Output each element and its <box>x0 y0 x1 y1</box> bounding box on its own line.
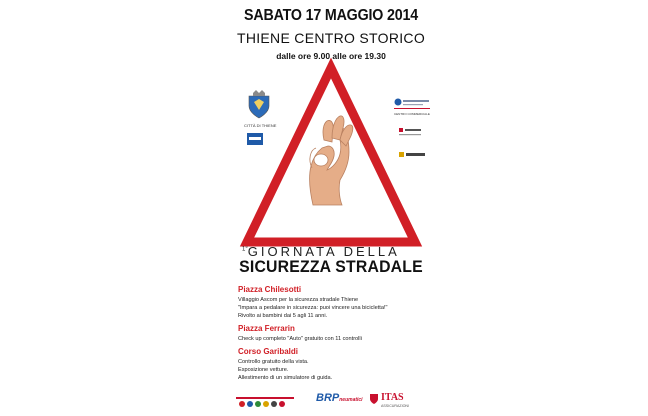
event-title-line2: SICUREZZA STRADALE <box>239 257 423 276</box>
section-line: Villaggio Ascom per la sicurezza stradale Thiene <box>238 297 359 303</box>
section-line: "Impara a pedalare in sicurezza: puoi vincere una bicicletta!" <box>238 305 388 311</box>
section-line: Allestimento di un simulatore di guida. <box>238 375 333 381</box>
itas-subtext: ASSICURAZIONI <box>381 404 409 408</box>
association-logo-icon <box>394 97 430 111</box>
coat-of-arms-icon <box>244 90 274 120</box>
event-date: SABATO 17 MAGGIO 2014 <box>244 7 418 24</box>
event-hours: dalle ore 9.00 alle ore 19.30 <box>276 51 386 61</box>
section-title-garibaldi: Corso Garibaldi <box>238 347 299 356</box>
brp-logo <box>316 392 363 404</box>
section-line: Check up completo "Auto" gratuito con 11 controlli <box>238 336 362 342</box>
event-location: THIENE CENTRO STORICO <box>236 30 426 46</box>
section-line: Controllo gratuito della vista. <box>238 359 309 365</box>
event-ordinal: 1° <box>242 246 248 253</box>
motorcycle-logo-icon <box>399 150 425 160</box>
brp-main: BRP <box>316 392 340 404</box>
event-poster <box>228 0 434 416</box>
section-title-chilesotti: Piazza Chilesotti <box>238 285 302 294</box>
section-title-ferrarin: Piazza Ferrarin <box>238 324 295 333</box>
city-caption: CITTÀ DI THIENE <box>244 123 277 128</box>
sponsor-strip-icon <box>236 396 296 408</box>
itas-logo-text: ITAS <box>381 392 404 403</box>
event-title-text: GIORNATA DELLA <box>247 244 400 259</box>
association-caption: CENTRO COMMERCIALE <box>394 112 430 116</box>
brp-sub: neumatici <box>339 397 363 403</box>
itas-emblem-icon <box>369 393 379 405</box>
section-line: Rivolto ai bambini dai 5 agli 11 anni. <box>238 313 328 319</box>
partner-logo-icon <box>399 128 421 138</box>
blue-badge-icon <box>247 133 263 145</box>
section-line: Esposizione vetture. <box>238 367 289 373</box>
